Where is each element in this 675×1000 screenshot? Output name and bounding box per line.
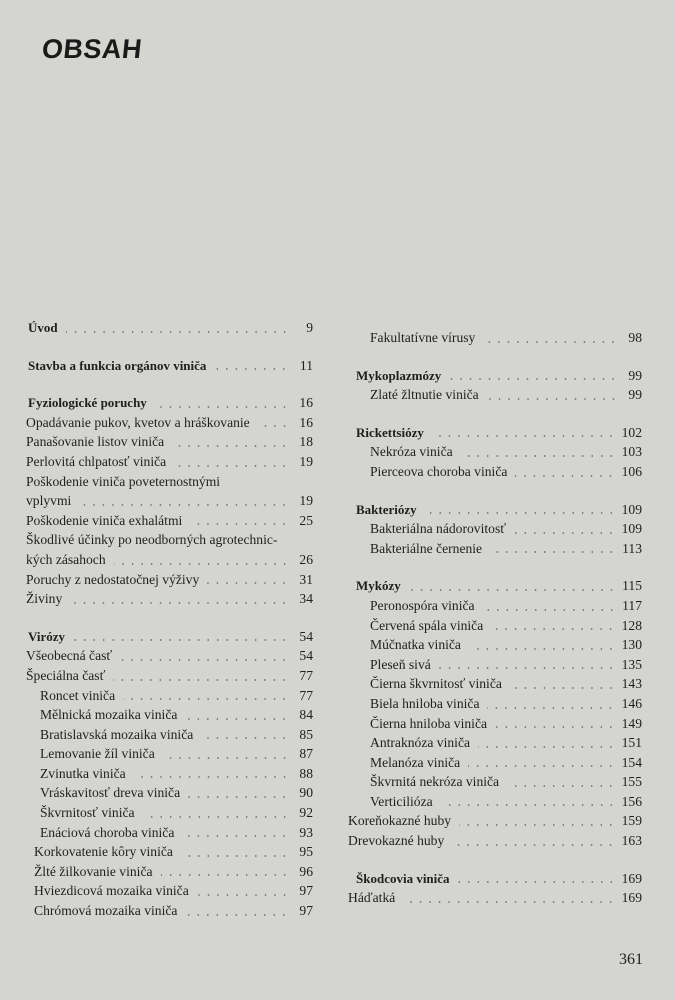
dot-leader: [185, 914, 289, 916]
toc-entry-title: Virózy: [28, 628, 66, 644]
dot-leader: [181, 855, 289, 857]
dot-leader: [409, 589, 616, 591]
toc-entry-title: Panašovanie listov viniča: [26, 434, 165, 450]
toc-page-number: 146: [621, 695, 642, 711]
toc-group: [28, 356, 313, 376]
toc-entry-title: Škvrnitosť viniča: [40, 805, 135, 821]
dot-leader: [258, 425, 289, 427]
toc-page-number: 25: [299, 512, 313, 528]
toc-entry: [350, 539, 642, 559]
dot-leader: [483, 609, 617, 611]
toc-entry: [28, 764, 313, 784]
toc-entry: [28, 881, 313, 901]
toc-entry: [348, 888, 642, 908]
toc-section-entry: [28, 356, 313, 376]
toc-entry-title: Bratislavská mozaika viniča: [40, 726, 194, 742]
toc-entry-title: Škodlivé účinky po neodborných agrotechnic-: [26, 532, 278, 548]
toc-entry-title: Drevokazné huby: [348, 833, 445, 849]
toc-entry: [350, 753, 642, 773]
toc-entry-title: Zvinutka viniča: [40, 765, 126, 781]
toc-page-number: 155: [621, 774, 642, 790]
dot-leader: [439, 667, 616, 669]
toc-page-number: 115: [622, 578, 642, 594]
dot-leader: [66, 331, 289, 333]
toc-entry-title: Fyziologické poruchy: [28, 395, 147, 411]
toc-entry-title: Všeobecná časť: [26, 648, 113, 664]
dot-leader: [214, 368, 289, 370]
toc-page-number: 98: [628, 330, 642, 345]
toc-entry-title: Háďatká: [348, 890, 396, 906]
dot-leader: [174, 465, 289, 467]
dot-leader: [172, 445, 289, 447]
dot-leader: [487, 707, 615, 709]
toc-entry: [348, 811, 642, 831]
toc-entry: [350, 733, 642, 753]
toc-entry-title: Bakteriálne černenie: [370, 540, 483, 556]
toc-group: [28, 393, 313, 609]
toc-group: [350, 328, 642, 348]
toc-entry-title: Mykózy: [356, 578, 401, 594]
toc-page-number: 169: [621, 890, 642, 906]
toc-entry: [28, 744, 313, 764]
toc-entry: [350, 328, 642, 348]
toc-section-entry: [350, 869, 642, 889]
toc-entry-title: Čierna hniloba viniča: [370, 715, 488, 731]
toc-entry-title: Lemovanie žíl viniča: [40, 746, 155, 762]
toc-entry-title: Mykoplazmózy: [356, 367, 442, 383]
toc-entry: [350, 596, 642, 616]
toc-page-number: 109: [621, 501, 642, 517]
toc-section-entry: [350, 576, 642, 596]
dot-leader: [452, 844, 615, 846]
toc-group: [350, 869, 642, 908]
toc-page-number: 113: [622, 540, 642, 556]
toc-page-number: 169: [621, 870, 642, 886]
toc-group: [350, 366, 642, 405]
dot-leader: [207, 582, 289, 584]
toc-section-entry: [28, 318, 313, 338]
toc-entry: [26, 452, 313, 472]
toc-entry: [28, 803, 313, 823]
toc-entry-title: Antraknóza viniča: [370, 735, 471, 751]
toc-entry-title: Verticilióza: [370, 793, 433, 809]
toc-entry: [350, 616, 642, 636]
toc-entry-title: Poškodenie viniča poveternostnými: [26, 473, 221, 489]
toc-page-number: 77: [299, 667, 313, 683]
dot-leader: [507, 785, 616, 787]
toc-entry: [350, 442, 642, 462]
toc-page-number: 159: [621, 813, 642, 829]
toc-entry-title: Perlovitá chlpatosť viniča: [26, 453, 167, 469]
toc-entry: [28, 862, 313, 882]
toc-entry: [350, 674, 642, 694]
toc-entry-title: Peronospóra viniča: [370, 597, 475, 613]
dot-leader: [478, 746, 616, 748]
toc-entry-title: Škvrnitá nekróza viniča: [370, 774, 500, 790]
toc-page-number: 97: [299, 883, 313, 899]
toc-entry-title: Mělnická mozaika viniča: [40, 707, 178, 723]
toc-page-number: 18: [299, 434, 313, 450]
toc-entry-title: Melanóza viniča: [370, 754, 461, 770]
dot-leader: [70, 602, 289, 604]
toc-entry: [350, 772, 642, 792]
toc-entry: [28, 705, 313, 725]
toc-entry-title: Čierna škvrnitosť viniča: [370, 676, 502, 692]
toc-right-column: [350, 328, 642, 926]
toc-page-number: 84: [299, 707, 313, 723]
dot-leader: [201, 737, 289, 739]
dot-leader: [441, 804, 616, 806]
toc-page-number: 163: [621, 833, 642, 849]
toc-page-number: 16: [299, 414, 313, 430]
toc-entry-line: [26, 530, 313, 550]
dot-leader: [190, 523, 289, 525]
toc-page-number: 106: [621, 463, 642, 479]
toc-entry: [350, 655, 642, 675]
toc-page-number: 77: [299, 687, 313, 703]
toc-entry-title: Špeciálna časť: [26, 667, 106, 683]
dot-leader: [113, 679, 289, 681]
toc-group: [350, 423, 642, 482]
toc-page-number: 16: [299, 395, 313, 411]
dot-leader: [487, 398, 618, 400]
toc-entry: [26, 491, 313, 511]
toc-page-number: 128: [621, 617, 642, 633]
toc-entry-title: Múčnatka viniča: [370, 637, 461, 653]
toc-entry: [350, 694, 642, 714]
toc-entry: [350, 462, 642, 482]
toc-entry-title: Úvod: [28, 320, 58, 335]
toc-page-number: 93: [299, 824, 313, 840]
toc-entry: [26, 413, 313, 433]
dot-leader: [495, 726, 616, 728]
dot-leader: [425, 512, 616, 514]
dot-leader: [197, 894, 289, 896]
toc-entry: [350, 714, 642, 734]
dot-leader: [134, 776, 289, 778]
toc-entry: [26, 646, 313, 666]
toc-entry-title: Opadávanie pukov, kvetov a hráškovanie: [26, 414, 250, 430]
toc-entry-title: Biela hniloba viniča: [370, 695, 480, 711]
toc-entry-title: Škodcovia viniča: [356, 870, 450, 886]
toc-entry-title: Rickettsiózy: [356, 424, 424, 440]
toc-section-entry: [350, 423, 642, 443]
toc-entry-title: Nekróza viniča: [370, 444, 453, 460]
toc-entry: [350, 635, 642, 655]
toc-entry-title: Bakteriózy: [356, 501, 417, 517]
toc-entry: [28, 823, 313, 843]
toc-page-number: 149: [621, 715, 642, 731]
toc-page-number: 87: [299, 746, 313, 762]
dot-leader: [155, 406, 289, 408]
dot-leader: [432, 435, 616, 437]
dot-leader: [469, 648, 616, 650]
toc-entry: [26, 570, 313, 590]
toc-section-entry: [350, 500, 642, 520]
toc-page-number: 99: [628, 367, 642, 383]
dot-leader: [185, 718, 289, 720]
dot-leader: [491, 628, 615, 630]
toc-group: [28, 627, 313, 921]
toc-page-number: 99: [628, 387, 642, 403]
dot-leader: [461, 455, 616, 457]
dot-leader: [114, 563, 289, 565]
toc-page-number: 34: [299, 591, 313, 607]
dot-leader: [458, 881, 616, 883]
toc-entry-title: Chrómová mozaika viniča: [34, 903, 178, 919]
toc-entry: [26, 432, 313, 452]
toc-page-number: 54: [299, 628, 313, 644]
toc-page-number: 154: [621, 754, 642, 770]
page-number: 361: [619, 951, 643, 968]
toc-entry-line: [26, 472, 313, 492]
toc-entry-title-continued: kých zásahoch: [26, 551, 106, 567]
toc-entry-title: Živiny: [26, 591, 63, 607]
dot-leader: [515, 475, 615, 477]
toc-page-number: 9: [306, 320, 313, 335]
dot-leader: [483, 341, 618, 343]
toc-entry-title: Roncet viniča: [40, 687, 116, 703]
toc-entry: [348, 831, 642, 851]
toc-entry-title: Žlté žilkovanie viniča: [34, 863, 153, 879]
dot-leader: [143, 816, 289, 818]
toc-entry: [26, 550, 313, 570]
toc-page-number: 90: [299, 785, 313, 801]
toc-page-number: 156: [621, 793, 642, 809]
dot-leader: [123, 698, 289, 700]
toc-page-number: 26: [299, 551, 313, 567]
toc-page-number: 151: [621, 735, 642, 751]
toc-group: [28, 318, 313, 338]
dot-leader: [120, 659, 289, 661]
page-title: OBSAH: [40, 34, 144, 64]
dot-leader: [188, 796, 289, 798]
toc-entry-title: Enáciová choroba viniča: [40, 824, 175, 840]
toc-page-number: 92: [299, 805, 313, 821]
toc-entry-title: Červená spála viniča: [370, 617, 484, 633]
toc-page-number: 135: [621, 656, 642, 672]
toc-entry-title: Vráskavitosť dreva viniča: [40, 785, 181, 801]
toc-entry: [26, 511, 313, 531]
toc-entry-title: Pierceova choroba viniča: [370, 463, 508, 479]
toc-page-number: 143: [621, 676, 642, 692]
dot-leader: [449, 378, 618, 380]
dot-leader: [403, 901, 615, 903]
toc-entry: [350, 519, 642, 539]
toc-entry: [28, 725, 313, 745]
toc-section-entry: [28, 627, 313, 647]
dot-leader: [514, 532, 616, 534]
toc-left-column: [28, 318, 313, 939]
toc-entry: [28, 901, 313, 921]
toc-page-number: 85: [299, 726, 313, 742]
toc-entry-title: Fakultatívne vírusy: [370, 330, 476, 345]
toc-entry: [28, 686, 313, 706]
toc-page-number: 19: [299, 453, 313, 469]
toc-entry-title: Zlaté žltnutie viniča: [370, 387, 479, 403]
toc-page-number: 31: [299, 571, 313, 587]
toc-page-number: 102: [621, 424, 642, 440]
dot-leader: [459, 824, 616, 826]
dot-leader: [161, 874, 289, 876]
toc-page-number: 96: [299, 863, 313, 879]
toc-entry-title: Poruchy z nedostatočnej výživy: [26, 571, 200, 587]
toc-entry-title: Stavba a funkcia orgánov viniča: [28, 357, 207, 373]
toc-entry-title: Korkovatenie kôry viniča: [34, 844, 173, 860]
dot-leader: [163, 757, 289, 759]
toc-page-number: 95: [299, 844, 313, 860]
toc-entry-title: Bakteriálna nádorovitosť: [370, 521, 507, 537]
toc-entry: [26, 589, 313, 609]
toc-group: [350, 500, 642, 559]
toc-entry: [26, 666, 313, 686]
toc-entry-title: Pleseň sivá: [370, 656, 431, 672]
toc-page-number: 88: [299, 765, 313, 781]
toc-entry: [350, 792, 642, 812]
toc-page-number: 11: [299, 357, 313, 373]
dot-leader: [468, 765, 615, 767]
dot-leader: [73, 639, 289, 641]
toc-page-number: 54: [299, 648, 313, 664]
dot-leader: [490, 551, 616, 553]
toc-section-entry: [350, 366, 642, 386]
toc-entry-title: Hviezdicová mozaika viniča: [34, 883, 189, 899]
dot-leader: [510, 687, 616, 689]
toc-entry: [350, 385, 642, 405]
toc-page-number: 130: [621, 637, 642, 653]
toc-page-number: 109: [621, 521, 642, 537]
toc-entry-title: Poškodenie viniča exhalátmi: [26, 512, 183, 528]
toc-section-entry: [28, 393, 313, 413]
toc-entry: [28, 842, 313, 862]
dot-leader: [182, 835, 289, 837]
toc-page-number: 97: [299, 903, 313, 919]
toc-entry: [28, 783, 313, 803]
toc-page-number: 103: [621, 444, 642, 460]
toc-entry-title: Koreňokazné huby: [348, 813, 452, 829]
toc-group: [350, 576, 642, 850]
toc-page-number: 19: [299, 493, 313, 509]
dot-leader: [79, 504, 289, 506]
toc-entry-title-continued: vplyvmi: [26, 493, 72, 509]
toc-page-number: 117: [622, 597, 642, 613]
